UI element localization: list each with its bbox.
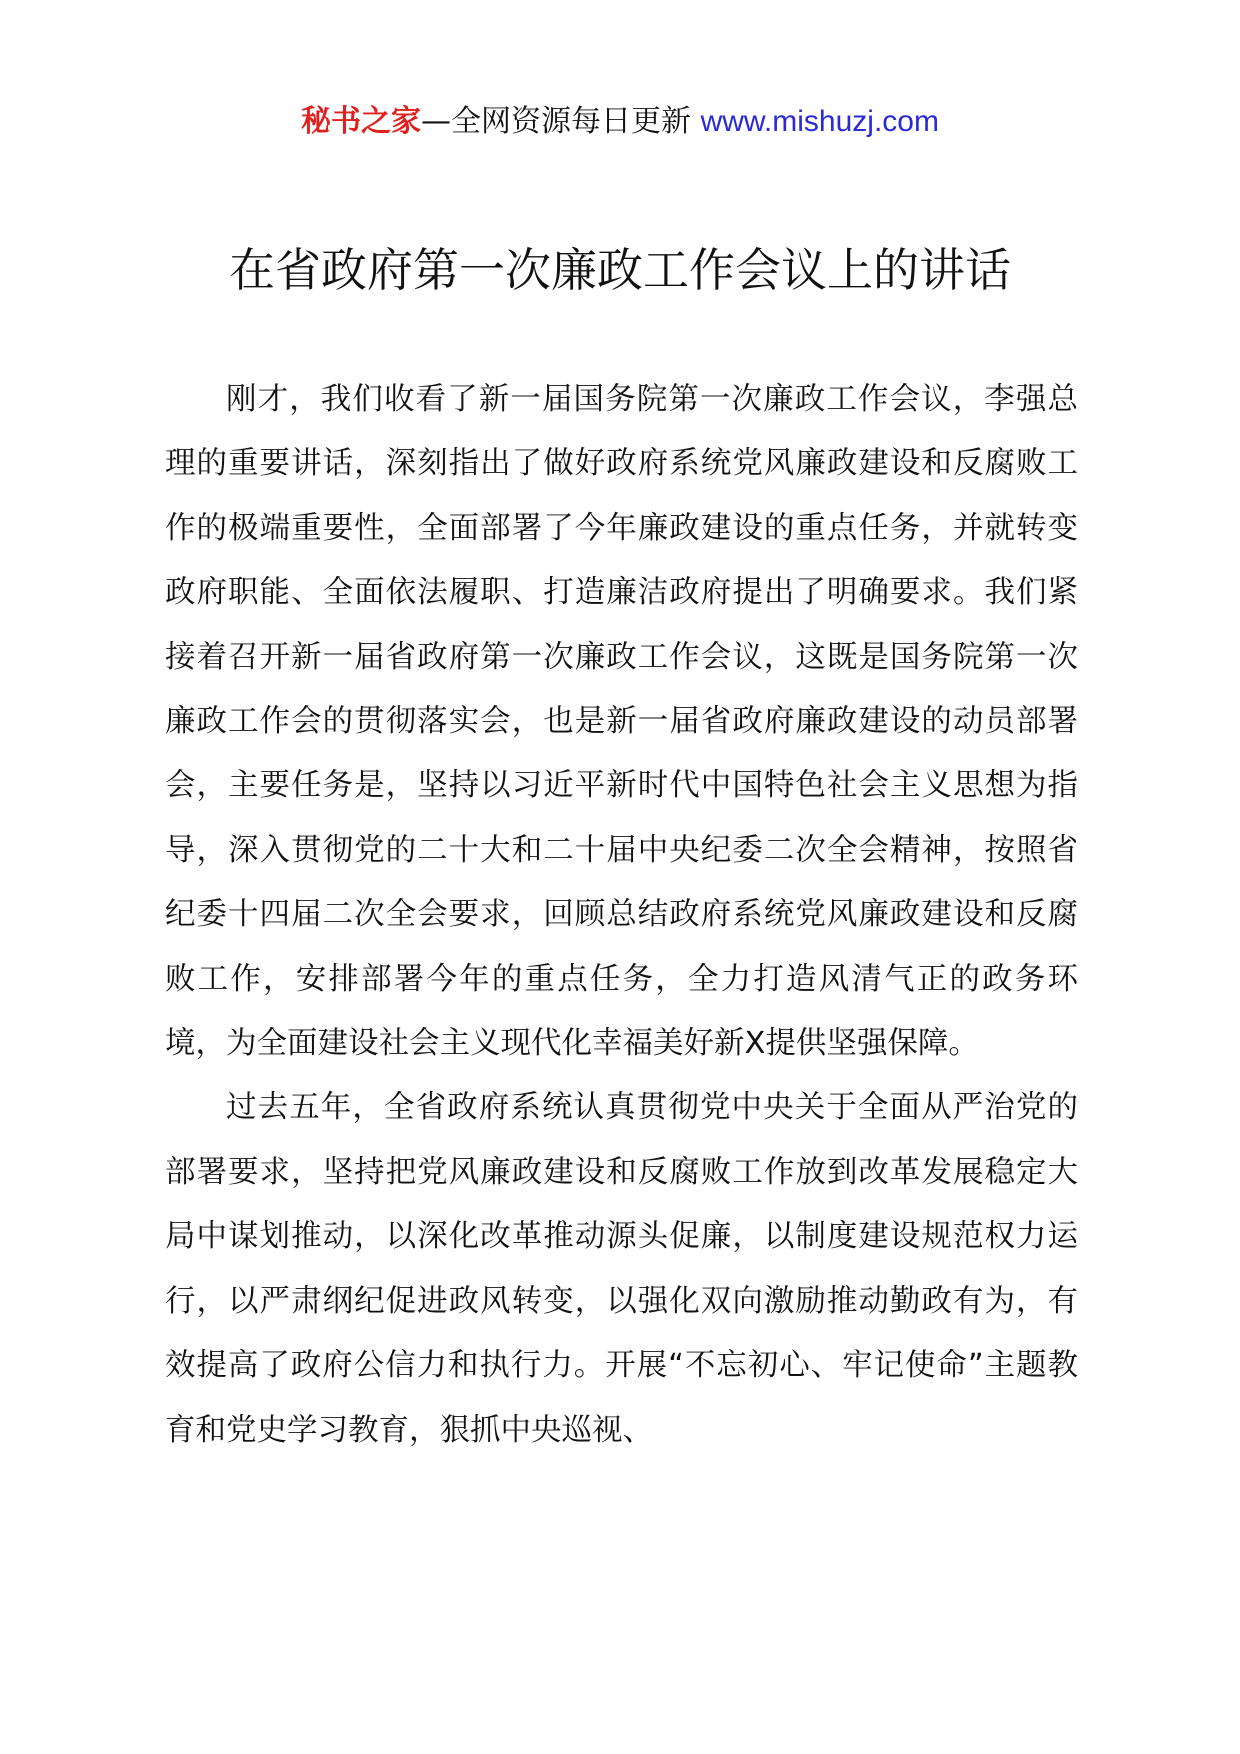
header-tagline: —全网资源每日更新 — [421, 104, 701, 139]
site-header — [0, 100, 1240, 144]
site-url-link[interactable]: www.mishuzj.com — [700, 105, 939, 138]
brand-name: 秘书之家 — [301, 104, 422, 139]
document-title: 在省政府第一次廉政工作会议上的讲话 — [229, 243, 1011, 297]
document-body — [165, 368, 1078, 1463]
paragraph-1: 刚才，我们收看了新一届国务院第一次廉政工作会议，李强总理的重要讲话，深刻指出了做好政府系统党风廉政建设和反腐败工作的极端重要性，全面部署了今年廉政建设的重点任务，并就转变政府职能、全面依法履职、打造廉洁政府提出了明确要求。我们紧接着召开新一届省政府第一次廉政工作会议，这既是国务院第一次廉政工作会的贯彻落实会，也是新一届省政府廉政建设的动员部署会，主要任务是，坚持以习近平新时代中国特色社会主义思想为指导，深入贯彻党的二十大和二十届中央纪委二次全会精神，按照省纪委十四届二次全会要求，回顾总结政府系统党风廉政建设和反腐败工作，安排部署今年的重点任务，全力打造风清气正的政务环境，为全面建设社会主义现代化幸福美好新X提供坚强保障。 — [165, 382, 1078, 1062]
paragraph-2: 过去五年，全省政府系统认真贯彻党中央关于全面从严治党的部署要求，坚持把党风廉政建设和反腐败工作放到改革发展稳定大局中谋划推动，以深化改革推动源头促廉，以制度建设规范权力运行，以严肃纲纪促进政风转变，以强化双向激励推动勤政有为，有效提高了政府公信力和执行力。开展“不忘初心、牢记使命”主题教育和党史学习教育，狠抓中央巡视、 — [165, 1090, 1078, 1448]
